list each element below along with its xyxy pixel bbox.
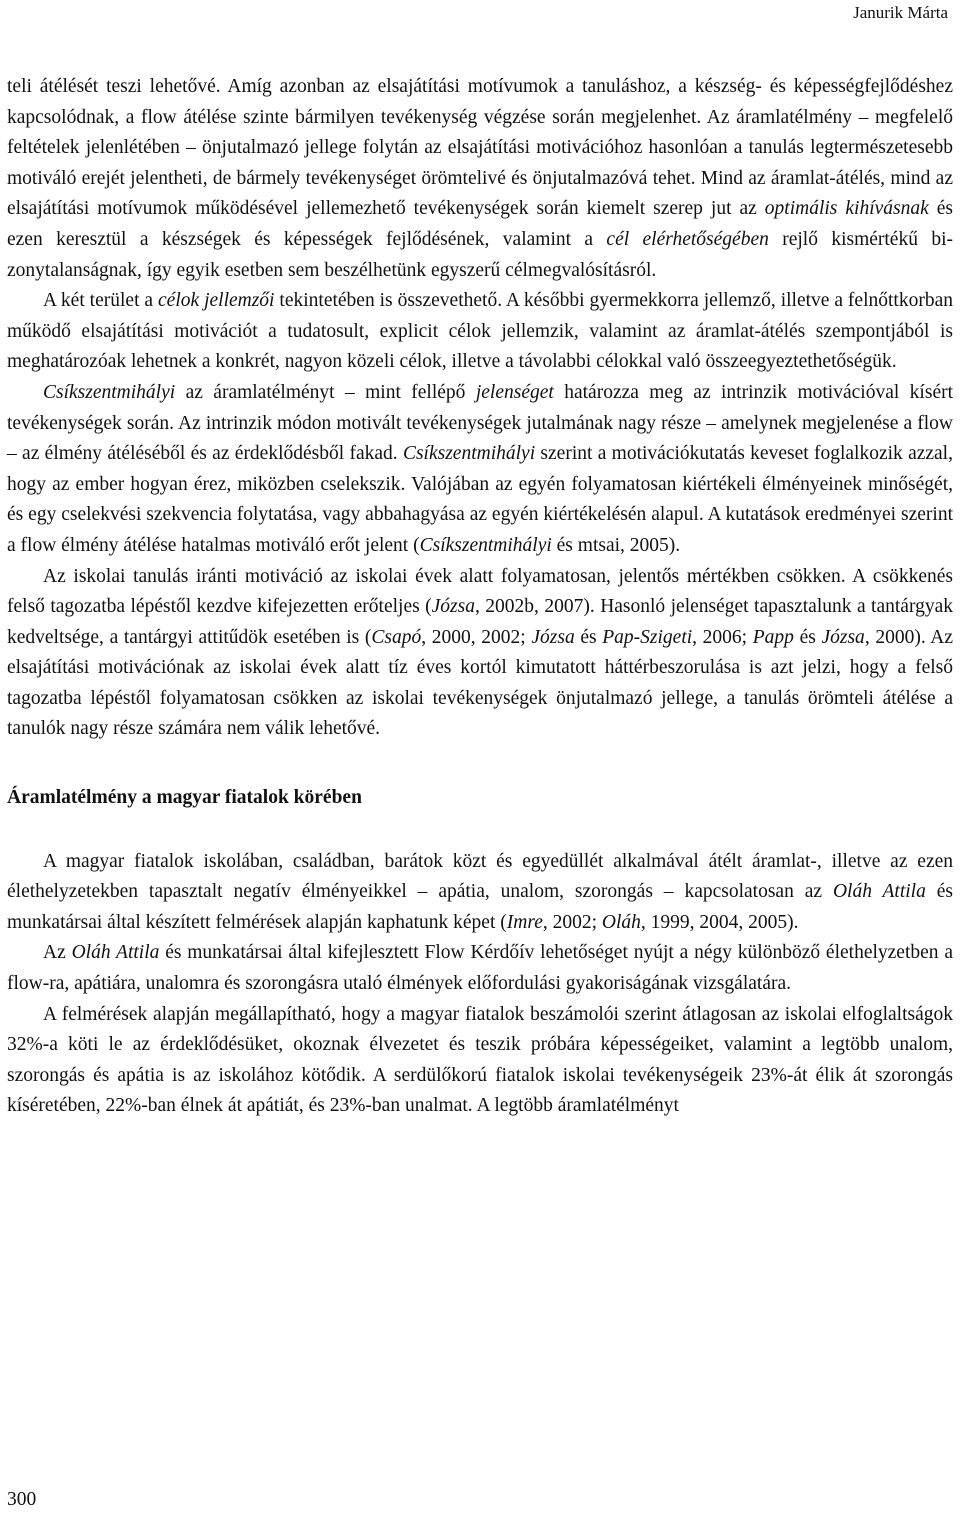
paragraph-6 [7, 938, 953, 999]
text-run: , 2006; [692, 626, 753, 648]
emphasis-run: Oláh [601, 911, 641, 933]
emphasis-run: Papp [752, 626, 794, 648]
emphasis-run: Csíkszentmihályi [402, 443, 536, 465]
emphasis-run: cél elérhetőségében [606, 228, 769, 250]
page-number: 300 [7, 1489, 37, 1510]
text-run: szerint a motivációkutatás keveset foglalkozik azzal, hogy az ember hogyan érez, miközben cselekszik. Valójában az egyén folyamatosan kiértékeli élményeinek minőségét, és egy cselekvési szekvencia folytatása, vagy abbahagyása az egyén kiértékelésén alapul. A kutatások eredményei szerint a flow élmény átélése hatalmas motiváló erőt jelent ( [7, 443, 953, 556]
paragraph-5 [7, 847, 953, 939]
emphasis-run: Oláh Attila [71, 942, 160, 964]
text-run: A két terület a [43, 290, 159, 312]
paragraph-7 [7, 1000, 953, 1122]
text-run: és mtsai, 2005). [551, 534, 681, 556]
text-run: az áramlatélményt – mint fellépő [175, 381, 476, 403]
emphasis-run: Imre [506, 911, 543, 933]
running-header [0, 3, 948, 23]
text-run: határozza meg az intrinzik motivációval kísért tevékenységek során. Az intrinzik módon motivált tevékenységek jutalmának nagy része – amelynek megjelenése a flow – az élmény átéléséből és az érdeklődésből fakad. [7, 381, 954, 465]
text-run: A felmérések alapján megállapítható, hogy a magyar fiatalok beszámolói szerint átlagosan az iskolai elfoglaltságok 32%-a köti le az érdeklődésüket, okoznak élvezetet és teszik próbára képességeiket, valamint a legtöbb unalom, szorongás és apátia is az iskolához kötődik. A serdülőkorú fiatalok iskolai tevékenységeik 23%-át élik át szorongás kíséretében, 22%-ban élnek át apátiát, és 23%-ban unalmat. A legtöbb áramlatélményt [7, 1003, 953, 1117]
emphasis-run: Józsa [821, 626, 865, 648]
emphasis-run: Pap-Szigeti [602, 626, 693, 648]
paragraph-4 [7, 562, 953, 746]
text-run: , 2002b, 2007). Hasonló jelenséget tapasztalunk a tantárgyak kedveltsége, a tantárgyi attitűdök esetében is ( [7, 596, 953, 648]
text-run: teli átélését teszi lehetővé. Amíg azonban az elsajátítási motívumok a tanuláshoz, a készség- és képességfejlődéshez kapcsolódnak, a flow átélése szinte bármilyen tevékenység végzése során megjelenhet. Az áramlatélmény – megfelelő feltételek jelenlétében – önjutalmazó jellege folytán az elsajátítási motivációhoz hasonlóan a tanulás legtermészetesebb motiváló erejét jelentheti, de bármely tevékenységet örömtelivé és önjutalmazóvá tehet. Mind az áramlat-átélés, mind az elsajátítási motívumok működésével jellemezhető tevékenységek során kiemelt szerep jut az [7, 76, 953, 220]
page-body [7, 72, 953, 1122]
paragraph-3 [7, 378, 953, 562]
text-run: és munkatársai által készített felmérések alapján kaphatunk képet ( [7, 881, 953, 933]
author-name: Janurik Márta [853, 3, 948, 22]
emphasis-run: célok jellemzői [158, 290, 275, 312]
text-run: és [793, 626, 822, 648]
emphasis-run: jelenséget [475, 381, 554, 403]
text-run: tekintetében is összevethető. A későbbi gyermekkorra jellemző, illetve a felnőttkorban működő elsajátítási motivációt a tudatosult, explicit célok jellemzik, valamint az áramlat-átélés szempontjából is meghatározóak lehetnek a konkrét, nagyon közeli célok, illetve a távolabbi célokkal való összeegyeztethetőségük. [7, 290, 953, 373]
text-run: és [574, 626, 603, 648]
emphasis-run: Oláh Attila [832, 881, 926, 903]
text-run: és ezen keresztül a készségek és képességek fejlődésének, valamint a [7, 198, 953, 250]
paragraph-2 [7, 286, 953, 378]
emphasis-run: Józsa [431, 596, 475, 618]
text-run: A magyar fiatalok iskolában, családban, barátok közt és egyedüllét alkalmával átélt áramlat-, illetve az ezen élethelyzetekben tapasztalt negatív élményeikkel – apátia, unalom, szorongás – kapcsolatosan az [7, 850, 953, 903]
emphasis-run: Csapó [371, 626, 422, 648]
text-run: , 2000). Az elsajátítási motivációnak az iskolai évek alatt tíz éves kortól kimutatott háttérbeszorulása is azt jelzi, hogy a felső tagozatba lépéstől folyamatosan csökken az iskolai tevékenységek önjutalmazó jellege, a tanulás örömteli átélése a tanulók nagy része számára nem válik lehetővé. [7, 626, 954, 740]
text-run: rejlő kismértékű bizonytalanságnak, így egyik esetben sem beszélhetünk egyszerű célmegvalósításról. [7, 228, 953, 281]
emphasis-run: Józsa [531, 626, 575, 648]
text-run: , 2002; [542, 911, 602, 933]
paragraph-1 [7, 72, 953, 286]
emphasis-run: Csíkszentmihályi [43, 381, 176, 403]
text-run: Az iskolai tanulás iránti motiváció az iskolai évek alatt folyamatosan, jelentős mértékben csökken. A csökkenés felső tagozatba lépéstől kezdve kifejezetten erőteljes ( [7, 565, 953, 618]
text-run: , 1999, 2004, 2005). [640, 911, 799, 933]
text-run: és munkatársai által kifejlesztett Flow Kérdőív lehetőséget nyújt a négy különböző élethelyzetben a flow-ra, apátiára, unalomra és szorongásra utaló élmények előfordulási gyakoriságának vizsgálatára. [7, 942, 954, 995]
text-run: Az [43, 942, 72, 964]
section-heading: Áramlatélmény a magyar fiatalok körében [7, 787, 362, 809]
emphasis-run: Csíkszentmihályi [419, 534, 552, 556]
emphasis-run: optimális kihívásnak [764, 198, 929, 220]
text-run: , 2000, 2002; [421, 626, 532, 648]
